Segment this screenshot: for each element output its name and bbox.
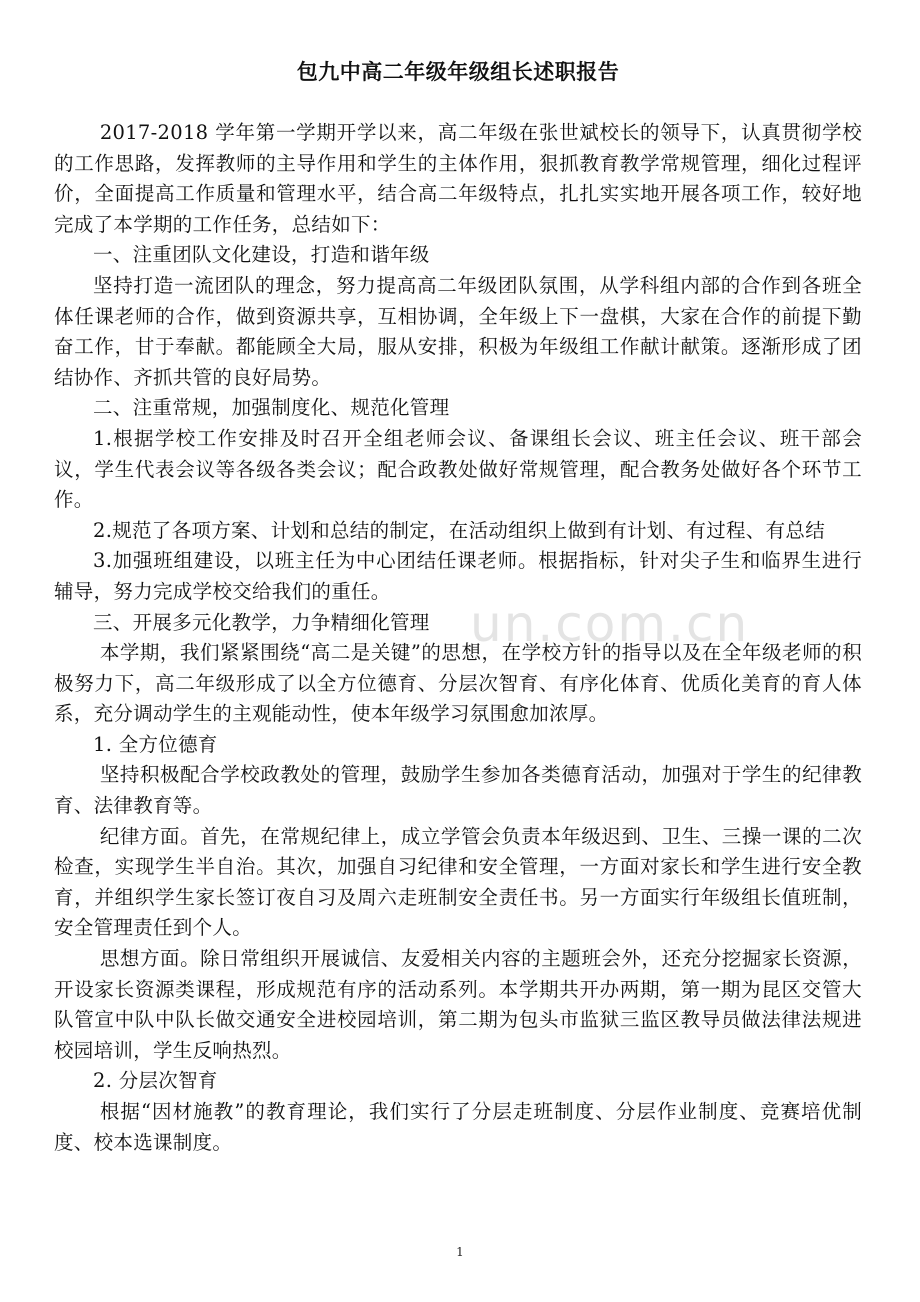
section-heading-1: 一、注重团队文化建设，打造和谐年级	[93, 243, 430, 267]
section-heading-2: 二、注重常规，加强制度化、规范化管理	[93, 396, 450, 420]
section-heading-3: 三、开展多元化教学，力争精细化管理	[93, 610, 430, 634]
paragraph: 纪律方面。首先，在常规纪律上，成立学管会负责本年级迟到、卫生、三操一课的二次检查，实现学生半自治。其次，加强自习纪律和安全管理，一方面对家长和学生进行安全教育，并组织学生家长签订夜自习及周六走班制安全责任书。另一方面实行年级组长值班制，安全管理责任到个人。	[54, 824, 862, 940]
intro-paragraph: 2017-2018 学年第一学期开学以来，高二年级在张世斌校长的领导下，认真贯彻学校的工作思路，发挥教师的主导作用和学生的主体作用，狠抓教育教学常规管理，细化过程评价，全面提高工作质量和管理水平，结合高二年级特点，扎扎实实地开展各项工作，较好地完成了本学期的工作任务，总结如下：	[54, 121, 862, 236]
paragraph: 思想方面。除日常组织开展诚信、友爱相关内容的主题班会外，还充分挖掘家长资源，开设家长资源类课程，形成规范有序的活动系列。本学期共开办两期，第一期为昆区交管大队管宣中队中队长做交通安全进校园培训，第二期为包头市监狱三监区教导员做法律法规进校园培训，学生反响热烈。	[54, 947, 862, 1062]
document-body	[54, 58, 862, 1158]
page-number: 1	[456, 1245, 464, 1259]
list-item-paragraph: 2.规范了各项方案、计划和总结的制定，在活动组织上做到有计划、有过程、有总结	[93, 518, 826, 542]
paragraph: 本学期，我们紧紧围绕“高二是关键”的思想，在学校方针的指导以及在全年级老师的积极努力下，高二年级形成了以全方位德育、分层次智育、有序化体育、优质化美育的育人体系，充分调动学生的主观能动性，使本年级学习氛围愈加浓厚。	[54, 641, 862, 726]
paragraph: 根据“因材施教”的教育理论，我们实行了分层走班制度、分层作业制度、竞赛培优制度、校本选课制度。	[54, 1100, 862, 1154]
subsection-heading: 2. 分层次智育	[93, 1069, 218, 1093]
watermark: un.com.cn	[470, 595, 750, 653]
list-item-paragraph: 1.根据学校工作安排及时召开全组老师会议、备课组长会议、班主任会议、班干部会议，学生代表会议等各级各类会议；配合政教处做好常规管理，配合教务处做好各个环节工作。	[54, 426, 862, 512]
paragraph: 坚持积极配合学校政教处的管理，鼓励学生参加各类德育活动，加强对于学生的纪律教育、法律教育等。	[54, 763, 862, 818]
document-title: 包九中高二年级年级组长述职报告	[296, 60, 620, 84]
subsection-heading: 1. 全方位德育	[93, 732, 218, 756]
paragraph: 坚持打造一流团队的理念，努力提高高二年级团队氛围，从学科组内部的合作到各班全体任课老师的合作，做到资源共享，互相协调，全年级上下一盘棋，大家在合作的前提下勤奋工作，甘于奉献。都能顾全大局，服从安排，积极为年级组工作献计献策。逐渐形成了团结协作、齐抓共管的良好局势。	[54, 273, 862, 389]
list-item-paragraph: 3.加强班组建设，以班主任为中心团结任课老师。根据指标，针对尖子生和临界生进行辅导，努力完成学校交给我们的重任。	[54, 549, 862, 603]
